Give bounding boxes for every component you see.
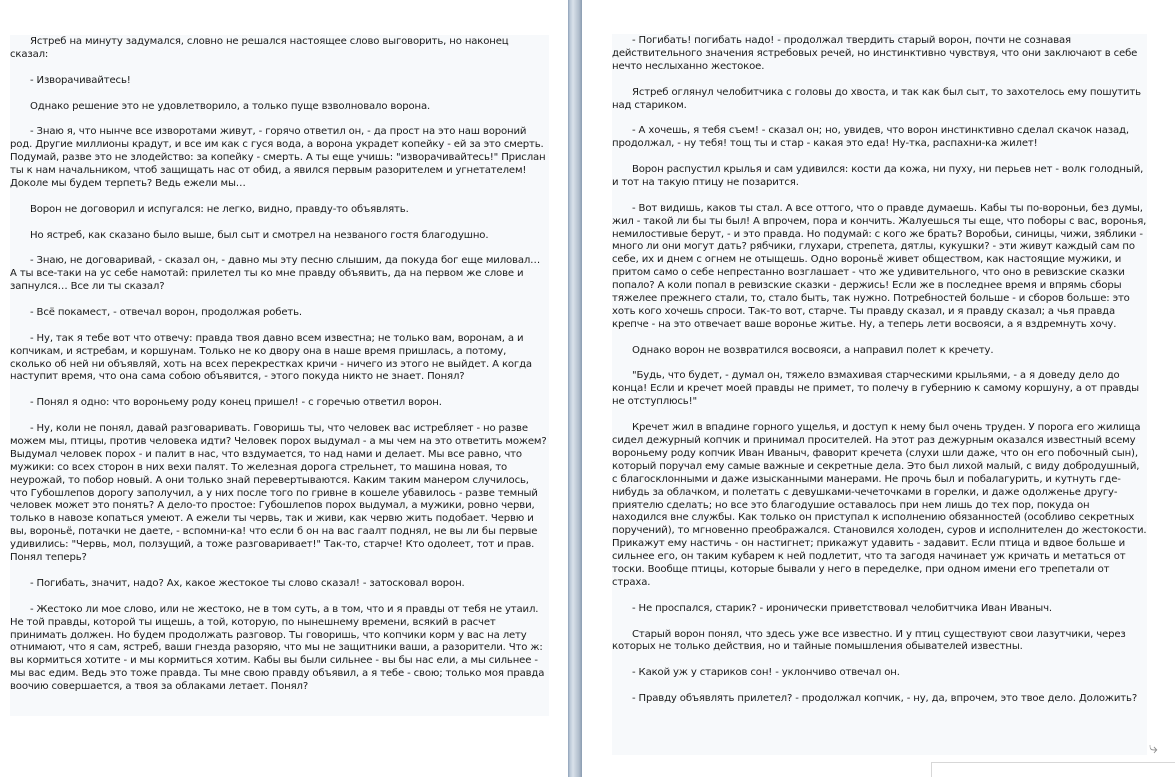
paragraph: Ворон не договорил и испугался: не легко, видно, правду-то объявлять. [30, 203, 409, 215]
page-gutter [568, 0, 582, 777]
paragraph: - Ну, так я тебе вот что отвечу: правда твоя давно всем известна; не только вам, воронам, а и копчикам, и ястребам, и коршунам. Только не ко двору она в наше время пришлась, а потому, сколько об ней ни объявляй, хоть на всех перекрестках кричи - ничего из этого не выйдет. А когда наступит время, что она сама собою объявится, - этого покуда никто не знает. Понял? [10, 332, 532, 383]
paragraph: Ворон распустил крылья и сам удивился: кости да кожа, ни пуху, ни перьев нет - волк голодный, и тот на такую птицу не позарится. [612, 164, 1144, 188]
cursor-icon: ⤷ [1149, 738, 1158, 757]
paragraph: - А хочешь, я тебя съем! - сказал он; но, увидев, что ворон инстинктивно сделал скачок назад, продолжал, - ну тебя! тощ ты и стар - какая это еда! Ну-тка, распахни-ка жилет! [612, 125, 1129, 150]
page-text-left[interactable] [10, 35, 549, 716]
paragraph: - Погибать, значит, надо? Ах, какое жестокое ты слово сказал! - затосковал ворон. [30, 577, 465, 589]
document-page-right [582, 0, 1175, 777]
paragraph: - Не проспался, старик? - иронически приветствовал челобитчика Иван Иваныч. [632, 602, 1052, 614]
paragraph: - Погибать! погибать надо! - продолжал твердить старый ворон, почти не сознавая действительного значения ястребовых речей, но инстинктивно чувствуя, что они заключают в себе нечто неслыханно жестокое. [612, 35, 1138, 72]
paragraph: - Знаю, не договаривай, - сказал он, - давно мы эту песню слышим, да покуда бог еще миловал… А ты все-таки на ус себе намотай: прилетел ты ко мне правду объявить, да на первом же слове и запнулся… Все ли ты сказал? [10, 255, 541, 293]
paragraph: - Какой уж у стариков сон! - уклончиво отвечал он. [632, 667, 900, 679]
paragraph: Ястреб на минуту задумался, словно не решался настоящее слово выговорить, но наконец сказал: [10, 36, 509, 60]
paragraph: - Ну, коли не понял, давай разговаривать. Говоришь ты, что человек вас истребляет - но разве можем мы, птицы, против человека идти? Человек порох выдумал - а мы чем на это ответить можем? Выдумал человек порох - и палит в нас, что вздумается, то над нами и делает. Мы все равно, что мужики: со всех сторон в них вехи палят. То железная дорога стрельнет, то машина новая, то неурожай, то побор новый. А они только знай перевертываются. Каким таким манером случилось, что Губошлепов дорогу заполучил, а у них после того по гривне в кошеле убавилось - разве темный человек может это понять? А дело-то простое: Губошлепов порох выдумал, а мужики, ровно черви, только в навозе копаться умеют. А ежели ты червь, так и живи, как червю жить подобает. Червю и вы, вороньё, потачки не даете, - вспомни-ка! что если б он на вас гаалт поднял, не вы ли бы первые удивились: "Червь, мол, ползущий, а тоже разговаривает!" Так-то, старче! Кто одолеет, тот и прав. Понял теперь? [10, 423, 547, 564]
page-text-right[interactable] [612, 34, 1147, 755]
paragraph: - Правду объявлять прилетел? - продолжал копчик, - ну, да, впрочем, это твое дело. Доложить? [632, 693, 1138, 705]
paragraph: Но ястреб, как сказано было выше, был сыт и смотрел на незваного гостя благодушно. [30, 229, 489, 241]
paragraph: Ястреб оглянул челобитчика с головы до хвоста, и так как был сыт, то захотелось ему пошутить над стариком. [612, 86, 1141, 111]
paragraph: "Будь, что будет, - думал он, тяжело взмахивая старческими крыльями, - а я доведу дело до конца! Если и кречет моей правды не примет, то полечу в губернию к самому коршуну, а от правды не отступлюсь!" [612, 370, 1139, 408]
paragraph: - Понял я одно: что вороньему роду конец пришел! - с горечью ответил ворон. [30, 397, 442, 409]
paragraph: Однако ворон не возвратился восвояси, а направил полет к кречету. [632, 344, 994, 356]
paragraph: - Вот видишь, каков ты стал. А все оттого, что о правде думаешь. Кабы ты по-вороньи, без думы, жил - такой ли бы ты был! А впрочем, пора и кончить. Жалуешься ты еще, что поборы с вас, воронья, немилостивые берут, - и это правда. Но подумай: с кого же брать? Воробьи, синицы, чижи, зяблики - много ли они могут дать? рябчики, глухари, стрепета, дятлы, кукушки? - эти живут каждый сам по себе, их и днем с огнем не отыщешь. Одно вороньё живет обществом, как настоящие мужики, и притом само о себе непрестанно возглашает - что же удивительного, что оно в ревизские сказки попало? А коли попал в ревизские сказки - держись! Если же в последнее время и впрямь сборы тяжелее прежнего стали, то, стало быть, так нужно. Потребностей больше - и сборов больше: это хоть кого хочешь спроси. Так-то вот, старче. Ты правду сказал, и я правду сказал; а чья правда крепче - на это отвечает ваше воронье житье. Ну, а теперь лети восвояси, а я вздремнуть хочу. [612, 202, 1147, 330]
status-box [931, 762, 1175, 777]
paragraph: Кречет жил в впадине горного ущелья, и доступ к нему был очень труден. У порога его жилища сидел дежурный копчик и принимал просителей. На этот раз дежурным оказался известный всему вороньему роду копчик Иван Иваныч, фаворит кречета (слухи шли даже, что он его побочный сын), который поручал ему самые важные и секретные дела. Это был лихой малый, с виду добродушный, с благосклонными и даже изысканными манерами. Не прочь был и побалагурить, и кутнуть где-нибудь за облачком, и полетать с девушками-чечеточками в горелки, и даже одолженье другу-приятелю сделать; но все это благодушие оставалось при нем лишь до тех пор, покуда он находился вне службы. Как только он приступал к исполнению обязанностей (особливо секретных поручений), то мгновенно преображался. Становился холоден, суров и исполнителен до жестокости. Прикажут ему настичь - он настигнет; прикажут удавить - задавит. Если птица и вдвое больше и сильнее его, он таким кубарем к ней подлетит, что та загодя начинает уж кричать и метаться от тоски. Вообще птицы, которые бывали у него в переделке, при одном имени его трепетали от страха. [612, 422, 1147, 588]
paragraph: Старый ворон понял, что здесь уже все известно. И у птиц существуют свои лазутчики, через которых не только действия, но и тайные помышления обывателей известны. [612, 628, 1126, 653]
document-page-left [0, 0, 568, 777]
paragraph: - Жестоко ли мое слово, или не жестоко, не в том суть, а в том, что и я правды от тебя не утаил. Не той правды, которой ты ищешь, а той, которую, по нынешнему времени, всякий в расчет принимать должен. Но будем продолжать разговор. Ты говоришь, что копчики корм у вас на лету отнимают, что я сам, ястреб, ваши гнезда разоряю, что мы не защитники ваши, а разорители. Что ж: вы кормиться хотите - и мы кормиться хотим. Кабы вы были сильнее - вы бы нас ели, а мы сильнее - мы вас едим. Ведь это тоже правда. Ты мне свою правду объявил, а я тебе - свою; только моя правда воочию совершается, а твоя за облаками летает. Понял? [10, 603, 545, 693]
paragraph: - Знаю я, что нынче все изворотами живут, - горячо ответил он, - да прост на это наш вороний род. Другие миллионы крадут, и все им как с гуся вода, а ворона украдет копейку - ей за это смерть. Подумай, разве это не злодейство: за копейку - смерть. А ты еще учишь: "изворачивайтесь!" Прислан ты к нам начальником, чтоб защищать нас от обид, а явился первым разорителем и угнетателем! Доколе мы будем терпеть? Ведь ежели мы… [10, 126, 546, 189]
paragraph: - Всё покамест, - отвечал ворон, продолжая робеть. [30, 306, 302, 318]
paragraph: - Изворачивайтесь! [30, 74, 131, 86]
paragraph: Однако решение это не удовлетворило, а только пуще взволновало ворона. [30, 100, 431, 112]
